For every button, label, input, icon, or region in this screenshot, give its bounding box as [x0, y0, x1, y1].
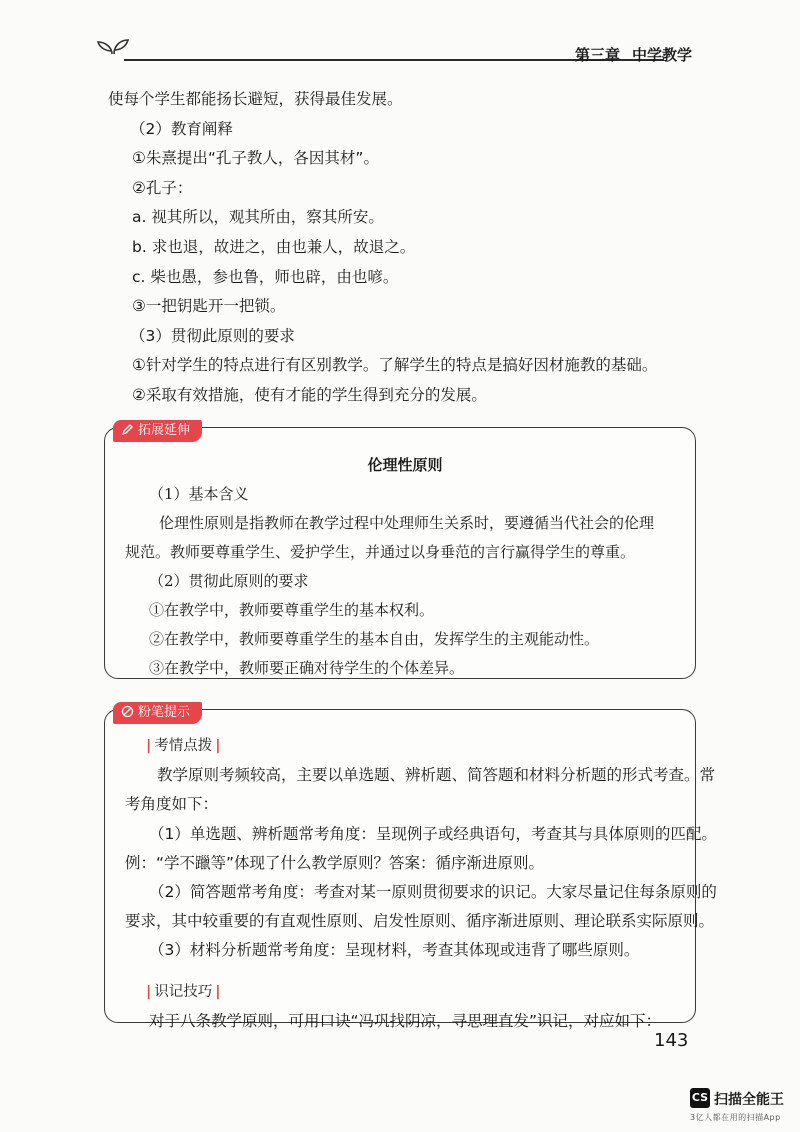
section-heading: （3）贯彻此原则的要求	[130, 326, 295, 345]
extension-box	[104, 423, 696, 679]
extension-tag-label: 拓展延伸	[138, 423, 191, 438]
text-line: 例：“学不躐等”体现了什么教学原则？答案：循序渐进原则。	[125, 853, 545, 872]
text-line: b. 求也退，故进之，由也兼人，故退之。	[132, 237, 416, 256]
chapter-subject: 中学教学	[631, 46, 692, 64]
text-line: （2）贯彻此原则的要求	[149, 572, 309, 590]
text-line: ③一把钥匙开一把锁。	[132, 297, 286, 316]
section-heading: （2）教育阐释	[130, 119, 233, 138]
text-line: （1）基本含义	[149, 485, 249, 503]
page-number: 143	[654, 1030, 689, 1051]
text-line: （2）简答题常考角度：考查对某一原则贯彻要求的识记。大家尽量记住每条原则的	[149, 882, 717, 901]
text-line: a. 视其所以，观其所由，察其所安。	[132, 208, 384, 227]
sprout-icon	[96, 36, 130, 56]
subheading-label: 识记技巧	[154, 983, 213, 1000]
scanner-slogan: 3亿人都在用的扫描App	[690, 1113, 781, 1122]
text-line: c. 柴也愚，参也鲁，师也辟，由也喭。	[132, 267, 399, 286]
text-line: ②在教学中，教师要尊重学生的基本自由，发挥学生的主观能动性。	[149, 630, 600, 648]
text-line: ②采取有效措施，使有才能的学生得到充分的发展。	[132, 385, 487, 404]
chapter-number: 第三章	[574, 46, 620, 64]
scanner-name: 扫描全能王	[714, 1092, 784, 1108]
text-line: 对于八条教学原则，可用口诀“冯巩找阴凉，寻思理直发”识记，对应如下：	[149, 1011, 662, 1030]
main-text	[108, 85, 688, 411]
tip-box	[104, 705, 717, 1030]
no-sign-icon	[121, 705, 134, 718]
tip-tag	[113, 702, 202, 724]
text-line: ③在教学中，教师要正确对待学生的个体差异。	[149, 659, 465, 677]
text-line: 规范。教师要尊重学生、爱护学生，并通过以身垂范的言行赢得学生的尊重。	[125, 543, 636, 561]
pencil-icon	[121, 423, 134, 436]
box-title: 伦理性原则	[367, 456, 443, 474]
subheading: | 考情点拨 |	[146, 738, 221, 754]
text-line: ①朱熹提出“孔子教人，各因其材”。	[132, 149, 379, 168]
subheading-label: 考情点拨	[154, 738, 213, 754]
text-line: （3）材料分析题常考角度：呈现材料，考查其体现或违背了哪些原则。	[149, 941, 640, 960]
chapter-label	[575, 44, 692, 65]
page-header	[96, 40, 696, 70]
text-line: 伦理性原则是指教师在教学过程中处理师生关系时，要遵循当代社会的伦理	[159, 514, 655, 532]
text-line: 教学原则考频较高，主要以单选题、辨析题、简答题和材料分析题的形式考查。常	[157, 766, 716, 785]
text-line: ①在教学中，教师要尊重学生的基本权利。	[149, 601, 435, 619]
text-line: 考角度如下：	[125, 795, 219, 814]
extension-tag	[113, 420, 202, 442]
text-line: ②孔子：	[132, 178, 193, 197]
text-line: 要求，其中较重要的有直观性原则、启发性原则、循序渐进原则、理论联系实际原则。	[125, 912, 715, 931]
text-line: 使每个学生都能扬长避短，获得最佳发展。	[108, 90, 403, 108]
subheading: | 识记技巧 |	[146, 983, 221, 1000]
text-line: （1）单选题、辨析题常考角度：呈现例子或经典语句，考查其与具体原则的匹配。	[149, 824, 717, 843]
scanner-logo: CS	[690, 1088, 710, 1108]
text-line: ①针对学生的特点进行有区别教学。了解学生的特点是搞好因材施教的基础。	[132, 356, 658, 375]
tip-tag-label: 粉笔提示	[138, 705, 191, 720]
scanner-watermark	[690, 1088, 798, 1128]
